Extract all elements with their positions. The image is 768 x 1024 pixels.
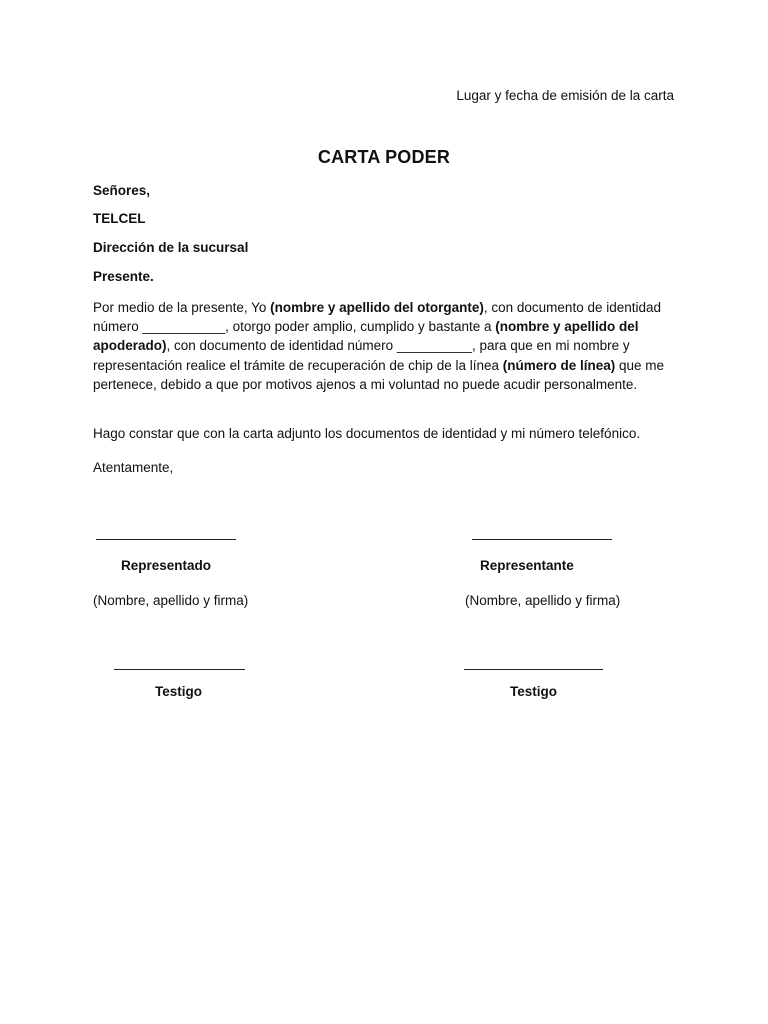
signature-line-representative xyxy=(472,539,612,540)
line-number-placeholder: (número de línea) xyxy=(502,357,616,373)
witness-2-label: Testigo xyxy=(510,684,557,699)
body-paragraph-main xyxy=(93,298,675,394)
representative-label: Representante xyxy=(480,558,574,573)
body-paragraph-attachments: Hago constar que con la carta adjunto los documentos de identidad y mi número telefónico. xyxy=(93,426,641,441)
represented-note: (Nombre, apellido y firma) xyxy=(93,593,249,608)
place-date-line: Lugar y fecha de emisión de la carta xyxy=(456,88,674,103)
body-text: Por medio de la presente, Yo xyxy=(93,300,271,315)
signature-line-witness-2 xyxy=(464,669,603,670)
signature-line-represented xyxy=(96,539,236,540)
representative-note: (Nombre, apellido y firma) xyxy=(465,593,621,608)
addressee-salutation: Señores, xyxy=(93,183,151,198)
body-text: , con documento de identidad número ___________, otorgo poder amplio, cumplido y bastante a xyxy=(93,300,662,335)
attorney-placeholder: (nombre y apellido del apoderado) xyxy=(93,319,639,354)
addressee-company: TELCEL xyxy=(93,211,146,226)
signature-line-witness-1 xyxy=(114,669,245,670)
document-title: CARTA PODER xyxy=(317,147,451,167)
grantor-placeholder: (nombre y apellido del otorgante) xyxy=(270,300,484,315)
witness-1-label: Testigo xyxy=(155,684,202,699)
addressee-branch: Dirección de la sucursal xyxy=(93,240,249,255)
body-text: , con documento de identidad número __________, para que en mi nombre y representación realice el trámite de recuperación de chip de la línea xyxy=(93,338,630,373)
body-text: que me pertenece, debido a que por motivos ajenos a mi voluntad no puede acudir personalmente. xyxy=(93,357,665,392)
represented-label: Representado xyxy=(121,558,212,573)
closing-line: Atentamente, xyxy=(93,460,174,475)
addressee-present: Presente. xyxy=(93,269,154,284)
